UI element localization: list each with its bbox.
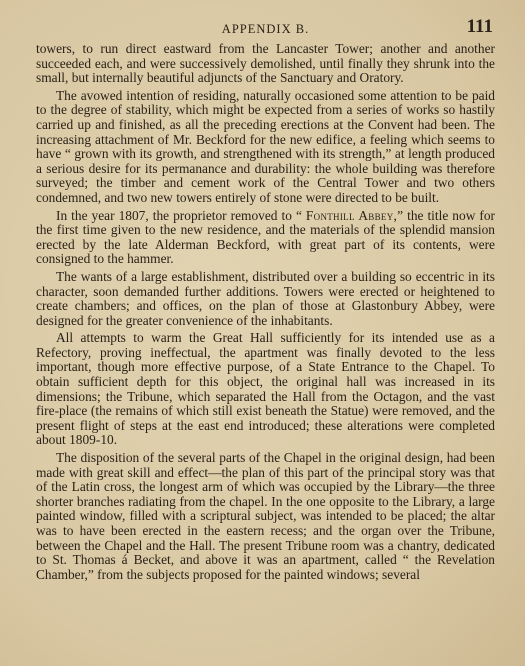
page-number: 111 [466,16,493,37]
paragraph-text: ” the title now for the first time given to the new residence, and the materials of the splendid mansion erected by the late Alderman Beckford, with great part of its contents, were consigned to the hammer. [36,207,495,267]
paragraph-text: In the year 1807, the proprietor removed to “ [56,207,306,223]
paragraph: The disposition of the several parts of the Chapel in the original design, had been made with great skill and effect—the plan of this part of the principal story was that of the Latin cross, the longest arm of which was occupied by the Library—the three shorter branches radiating from the chapel. In the one opposite to the Library, a large painted window, filled with a scriptural subject, was intended to be placed; the altar was to have been erected in the eastern recess; and the organ over the Tribune, between the Chapel and the Hall. The present Tribune room was a chantry, dedicated to St. Thomas á Becket, and above it was an apartment, called “ the Revelation Chamber,” from the subjects proposed for the painted windows; several [36,450,495,582]
abbey-name: Fonthill Abbey, [305,207,398,223]
running-head: APPENDIX B. [221,22,310,36]
body-text [36,42,495,582]
page-header [36,12,495,42]
paragraph: The wants of a large establishment, distributed over a building so eccentric in its character, soon demanded further additions. Towers were erected or heightened to create chambers; and offices, on the plan of those at Glastonbury Abbey, were designed for the greater convenience of the inhabitants. [36,268,495,328]
paragraph: All attempts to warm the Great Hall sufficiently for its intended use as a Refectory, proving ineffectual, the apartment was finally devoted to the less important, though more effective purpose, of a State Entrance to the Chapel. To obtain sufficient depth for this object, the original hall was increased in its dimensions; the Tribune, which separated the Hall from the Octagon, and the vast fire-place (the remains of which still exist beneath the Statue) were removed, and the present flight of steps at the east end introduced; these alterations were completed about 1809-10. [36,330,495,448]
paragraph [36,209,495,267]
paragraph: towers, to run direct eastward from the Lancaster Tower; another and another succeeded each, and were successively demolished, until finally they shrunk into the small, but internally beautiful adjuncts of the Sanctuary and Oratory. [36,41,495,86]
paragraph: The avowed intention of residing, naturally occasioned some attention to be paid to the degree of stability, which might be expected from a series of works so hastily carried up and finished, as all the preceding erections at the Convent had been. The increasing attachment of Mr. Beckford for the new edifice, a feeling which seems to have “ grown with its growth, and strengthened with its strength,” at length produced a serious desire for its permanance and durability: the whole building was therefore surveyed; the timber and cement work of the Central Tower and two others condemned, and two new towers entirely of stone were directed to be built. [36,87,495,205]
